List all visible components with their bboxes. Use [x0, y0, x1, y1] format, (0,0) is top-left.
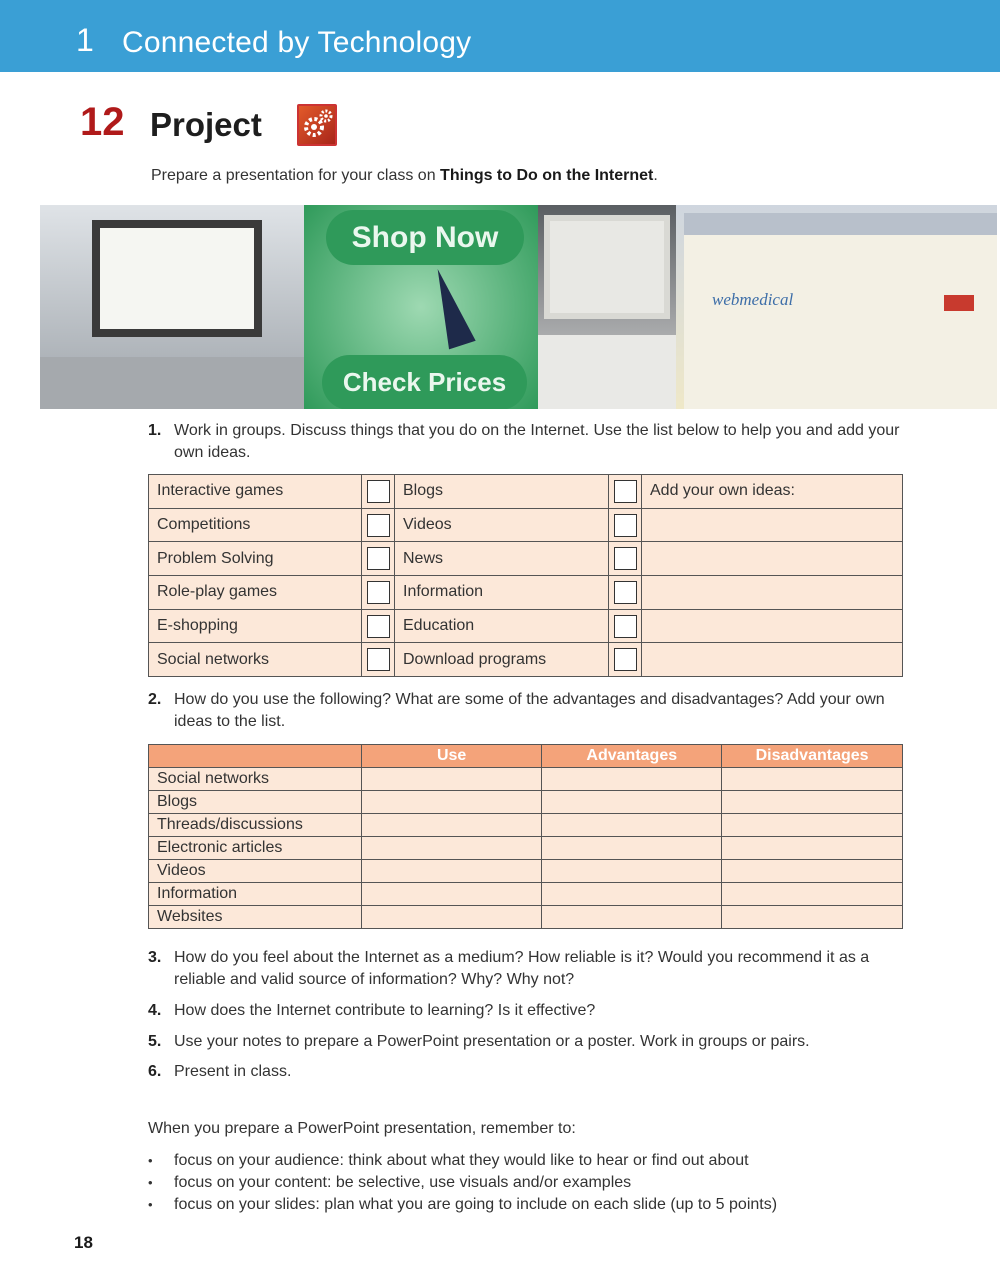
advantages-cell[interactable] — [542, 814, 722, 837]
checkbox[interactable] — [614, 480, 637, 503]
usage-row-label: Threads/discussions — [149, 814, 362, 837]
activity-row — [149, 609, 903, 643]
activity-label: E-shopping — [149, 609, 362, 643]
use-cell[interactable] — [361, 883, 542, 906]
question-number: 1. — [148, 422, 162, 439]
checkbox[interactable] — [614, 581, 637, 604]
checkbox[interactable] — [367, 581, 390, 604]
check-prices-button-image: Check Prices — [322, 355, 527, 409]
tip-item: • focus on your slides: plan what you are going to include on each slide (up to 5 points) — [148, 1194, 777, 1216]
question-3 — [148, 947, 908, 991]
checkbox-cell — [362, 609, 395, 643]
laptop-screen — [92, 220, 262, 337]
advantages-cell[interactable] — [542, 768, 722, 791]
checkbox-cell — [362, 643, 395, 677]
use-cell[interactable] — [361, 791, 542, 814]
question-text: Present in class. — [174, 1063, 292, 1080]
disadvantages-cell[interactable] — [722, 860, 903, 883]
question-text: How does the Internet contribute to learning? Is it effective? — [174, 1002, 596, 1019]
use-cell[interactable] — [361, 860, 542, 883]
shop-now-button-image: Shop Now — [326, 210, 524, 265]
own-ideas-cell[interactable] — [642, 609, 903, 643]
checkbox[interactable] — [367, 648, 390, 671]
advantages-cell[interactable] — [542, 860, 722, 883]
activity-label: Problem Solving — [149, 542, 362, 576]
column-header-blank — [149, 745, 362, 768]
lesson-number: 12 — [80, 100, 125, 144]
activity-label: Download programs — [395, 643, 609, 677]
question-number: 2. — [148, 691, 162, 708]
question-1 — [148, 420, 908, 464]
activities-table — [148, 474, 903, 677]
gears-icon — [297, 104, 337, 146]
checkbox-cell — [609, 475, 642, 509]
question-number: 4. — [148, 1002, 162, 1019]
own-ideas-cell[interactable] — [642, 576, 903, 610]
use-cell[interactable] — [361, 768, 542, 791]
intro-text: Prepare a presentation for your class on Things to Do on the Internet. — [151, 167, 658, 184]
question-text: How do you feel about the Internet as a medium? How reliable is it? Would you recommend it as a reliable and valid source of information? Why? Why not? — [174, 949, 870, 988]
tips-intro: When you prepare a PowerPoint presentation, remember to: — [148, 1120, 576, 1137]
usage-row — [149, 791, 903, 814]
disadvantages-cell[interactable] — [722, 837, 903, 860]
unit-number: 1 — [76, 22, 94, 58]
question-text: How do you use the following? What are some of the advantages and disadvantages? Add your own ideas to the list. — [174, 691, 885, 730]
activity-label: News — [395, 542, 609, 576]
usage-row-label: Social networks — [149, 768, 362, 791]
tips-list — [148, 1150, 777, 1216]
own-ideas-cell[interactable]: Add your own ideas: — [642, 475, 903, 509]
question-number: 3. — [148, 949, 162, 966]
question-4 — [148, 1000, 908, 1022]
monitor-screen — [544, 215, 670, 319]
activity-row — [149, 508, 903, 542]
laptop-keyboard — [40, 357, 304, 409]
usage-row-label: Videos — [149, 860, 362, 883]
computer-monitor-photo — [538, 205, 676, 409]
activity-row — [149, 475, 903, 509]
checkbox-cell — [609, 576, 642, 610]
activity-label: Videos — [395, 508, 609, 542]
lesson-title: Project — [150, 106, 262, 143]
use-cell[interactable] — [361, 814, 542, 837]
checkbox[interactable] — [367, 547, 390, 570]
site-logo: webmedical — [712, 290, 794, 309]
advantages-cell[interactable] — [542, 883, 722, 906]
activity-label: Interactive games — [149, 475, 362, 509]
activity-label: Role-play games — [149, 576, 362, 610]
question-number: 6. — [148, 1063, 162, 1080]
tip-item: • focus on your content: be selective, use visuals and/or examples — [148, 1172, 777, 1194]
use-cell[interactable] — [361, 906, 542, 929]
search-icon — [944, 295, 974, 311]
question-text: Use your notes to prepare a PowerPoint presentation or a poster. Work in groups or pairs. — [174, 1033, 810, 1050]
checkbox[interactable] — [367, 514, 390, 537]
activity-label: Information — [395, 576, 609, 610]
own-ideas-cell[interactable] — [642, 643, 903, 677]
checkbox[interactable] — [614, 648, 637, 671]
usage-row-label: Information — [149, 883, 362, 906]
disadvantages-cell[interactable] — [722, 814, 903, 837]
own-ideas-cell[interactable] — [642, 508, 903, 542]
column-header-disadvantages: Disadvantages — [722, 745, 903, 768]
checkbox-cell — [609, 508, 642, 542]
checkbox-cell — [362, 508, 395, 542]
usage-row-label: Electronic articles — [149, 837, 362, 860]
question-text: Work in groups. Discuss things that you do on the Internet. Use the list below to help you and add your own ideas. — [174, 422, 900, 461]
use-cell[interactable] — [361, 837, 542, 860]
medical-website-photo — [676, 205, 997, 409]
advantages-cell[interactable] — [542, 791, 722, 814]
usage-row — [149, 883, 903, 906]
unit-header-band — [0, 0, 1000, 72]
advantages-cell[interactable] — [542, 906, 722, 929]
column-header-use: Use — [361, 745, 542, 768]
checkbox-cell — [609, 643, 642, 677]
page-number: 18 — [74, 1233, 93, 1252]
activity-label: Education — [395, 609, 609, 643]
checkbox[interactable] — [614, 615, 637, 638]
checkbox-cell — [609, 542, 642, 576]
laptop-photo — [40, 205, 304, 409]
activity-label: Competitions — [149, 508, 362, 542]
question-6 — [148, 1061, 908, 1083]
question-5 — [148, 1031, 908, 1053]
activity-label: Blogs — [395, 475, 609, 509]
activity-label: Social networks — [149, 643, 362, 677]
unit-title: Connected by Technology — [122, 26, 472, 59]
usage-row — [149, 906, 903, 929]
usage-row — [149, 837, 903, 860]
browser-window — [684, 213, 997, 409]
disadvantages-cell[interactable] — [722, 906, 903, 929]
usage-row — [149, 814, 903, 837]
activity-row — [149, 643, 903, 677]
checkbox-cell — [362, 475, 395, 509]
usage-table — [148, 744, 903, 929]
checkbox-cell — [362, 542, 395, 576]
checkbox[interactable] — [367, 615, 390, 638]
usage-row — [149, 860, 903, 883]
activity-row — [149, 542, 903, 576]
disadvantages-cell[interactable] — [722, 768, 903, 791]
keyboard — [538, 335, 676, 409]
question-2 — [148, 689, 908, 733]
question-number: 5. — [148, 1033, 162, 1050]
checkbox[interactable] — [614, 514, 637, 537]
usage-row-label: Websites — [149, 906, 362, 929]
usage-row-label: Blogs — [149, 791, 362, 814]
checkbox[interactable] — [614, 547, 637, 570]
intro-topic: Things to Do on the Internet — [440, 167, 654, 184]
own-ideas-cell[interactable] — [642, 542, 903, 576]
usage-row — [149, 768, 903, 791]
photo-strip — [40, 205, 997, 409]
cursor-icon — [424, 265, 475, 350]
disadvantages-cell[interactable] — [722, 883, 903, 906]
advantages-cell[interactable] — [542, 837, 722, 860]
column-header-advantages: Advantages — [542, 745, 722, 768]
shop-now-photo — [304, 205, 538, 409]
checkbox-cell — [609, 609, 642, 643]
checkbox-cell — [362, 576, 395, 610]
activity-row — [149, 576, 903, 610]
tip-item: • focus on your audience: think about what they would like to hear or find out about — [148, 1150, 777, 1172]
disadvantages-cell[interactable] — [722, 791, 903, 814]
checkbox[interactable] — [367, 480, 390, 503]
